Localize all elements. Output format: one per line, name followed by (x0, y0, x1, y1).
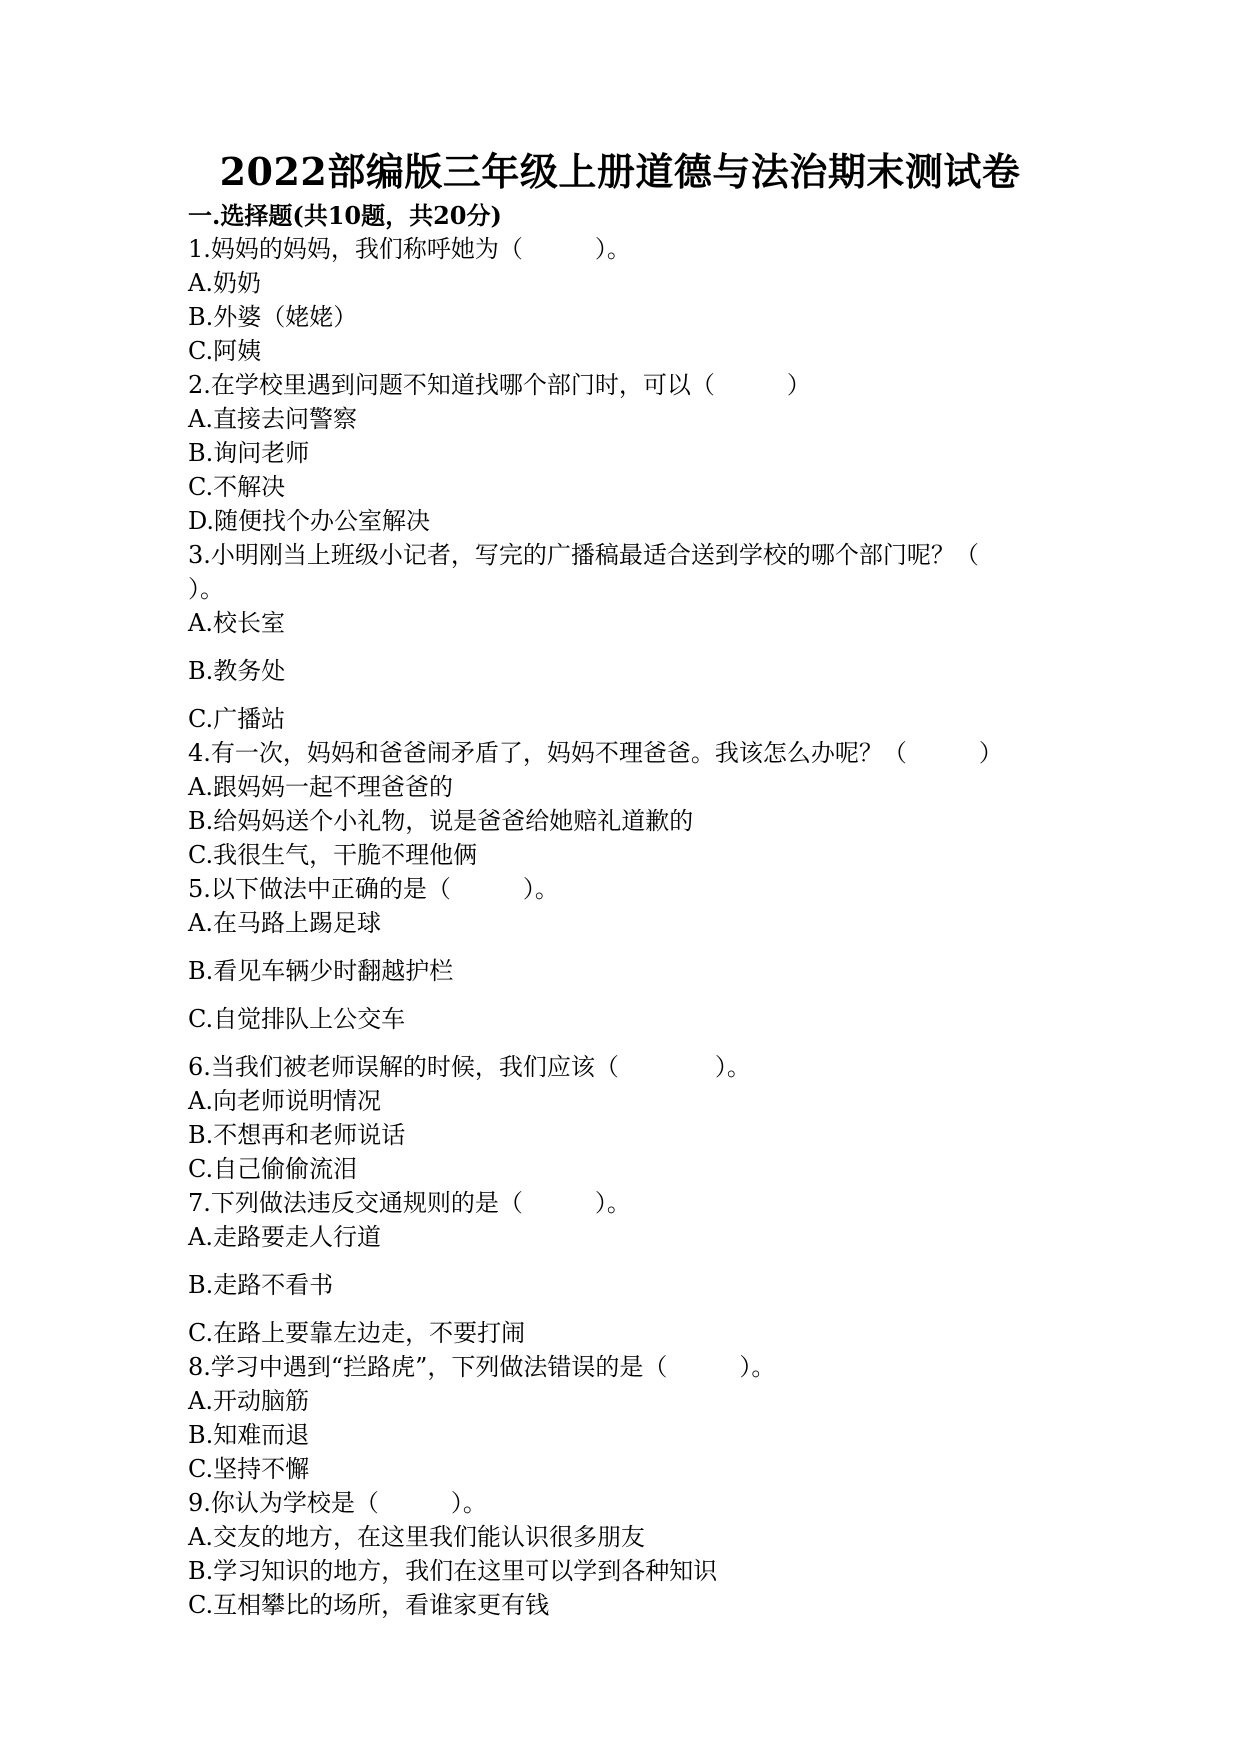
question-8-stem: 8.学习中遇到“拦路虎”，下列做法错误的是（ ）。 (188, 1353, 776, 1381)
question-3-stem-line2: ）。 (188, 575, 224, 603)
question-1-stem: 1.妈妈的妈妈，我们称呼她为（ ）。 (188, 235, 631, 263)
question-7-stem: 7.下列做法违反交通规则的是（ ）。 (188, 1189, 631, 1217)
question-1-option-b: B.外婆（姥姥） (188, 303, 358, 331)
question-5-option-c: C.自觉排队上公交车 (188, 1005, 406, 1033)
spacer (188, 1302, 1048, 1316)
question-9-option-c: C.互相攀比的场所，看谁家更有钱 (188, 1591, 550, 1619)
question-4-option-b: B.给妈妈送个小礼物，说是爸爸给她赔礼道歉的 (188, 807, 694, 835)
question-6-option-a: A.向老师说明情况 (188, 1087, 381, 1115)
question-5-stem: 5.以下做法中正确的是（ ）。 (188, 875, 559, 903)
question-3-option-c: C.广播站 (188, 705, 286, 733)
question-8-option-a: A.开动脑筋 (188, 1387, 309, 1415)
question-1-option-c: C.阿姨 (188, 337, 262, 365)
question-6-option-c: C.自己偷偷流泪 (188, 1155, 358, 1183)
question-6-stem: 6.当我们被老师误解的时候，我们应该（ ）。 (188, 1053, 751, 1081)
question-7-option-c: C.在路上要靠左边走，不要打闹 (188, 1319, 526, 1347)
page-title: 2022部编版三年级上册道德与法治期末测试卷 (219, 149, 1021, 194)
question-7-option-a: A.走路要走人行道 (188, 1223, 381, 1251)
question-2-option-a: A.直接去问警察 (188, 405, 357, 433)
question-8-option-c: C.坚持不懈 (188, 1455, 310, 1483)
question-4-stem: 4.有一次，妈妈和爸爸闹矛盾了，妈妈不理爸爸。我该怎么办呢？（ ） (188, 739, 1003, 767)
question-2-option-c: C.不解决 (188, 473, 286, 501)
question-2-option-d: D.随便找个办公室解决 (188, 507, 431, 535)
question-3-option-a: A.校长室 (188, 609, 285, 637)
question-8-option-b: B.知难而退 (188, 1421, 310, 1449)
spacer (188, 1254, 1048, 1268)
question-2-stem: 2.在学校里遇到问题不知道找哪个部门时，可以（ ） (188, 371, 811, 399)
question-4-option-c: C.我很生气，干脆不理他俩 (188, 841, 478, 869)
question-5-option-b: B.看见车辆少时翻越护栏 (188, 957, 454, 985)
spacer (188, 1036, 1048, 1050)
question-2-option-b: B.询问老师 (188, 439, 310, 467)
spacer (188, 640, 1048, 654)
question-6-option-b: B.不想再和老师说话 (188, 1121, 406, 1149)
question-list (188, 232, 1048, 1622)
question-9-option-b: B.学习知识的地方，我们在这里可以学到各种知识 (188, 1557, 718, 1585)
spacer (188, 988, 1048, 1002)
question-3-option-b: B.教务处 (188, 657, 286, 685)
question-5-option-a: A.在马路上踢足球 (188, 909, 381, 937)
question-9-option-a: A.交友的地方，在这里我们能认识很多朋友 (188, 1523, 645, 1551)
question-3-stem-line1: 3.小明刚当上班级小记者，写完的广播稿最适合送到学校的哪个部门呢？（ (188, 541, 979, 569)
section-header: 一.选择题(共10题，共20分) (188, 201, 502, 230)
spacer (188, 688, 1048, 702)
question-9-stem: 9.你认为学校是（ ）。 (188, 1489, 487, 1517)
question-1-option-a: A.奶奶 (188, 269, 261, 297)
spacer (188, 940, 1048, 954)
question-7-option-b: B.走路不看书 (188, 1271, 334, 1299)
question-4-option-a: A.跟妈妈一起不理爸爸的 (188, 773, 453, 801)
